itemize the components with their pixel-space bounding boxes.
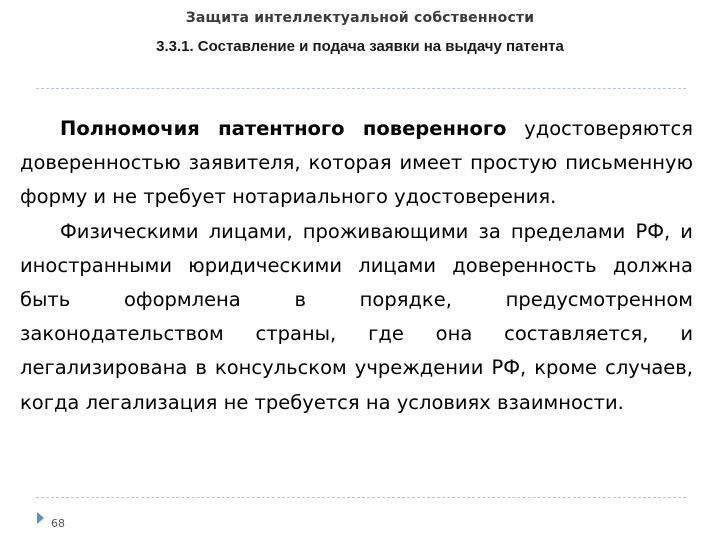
content (20, 112, 693, 420)
paragraph-1 (20, 112, 693, 215)
header-title: Защита интеллектуальной собственности (185, 10, 535, 26)
paragraph-1-text: удостоверяются доверенностью заявителя, которая имеет простую письменную форму и не требует нотариального удостоверения. (20, 117, 693, 209)
bottom-divider (36, 497, 686, 498)
top-divider (36, 88, 686, 89)
paragraph-2: Физическими лицами, проживающими за пределами РФ, и иностранными юридическими лицами доверенность должна быть оформлена в порядке, предусмотренном законодательством страны, где она составляется, и легализирована в консульском учреждении РФ, кроме случаев, когда легализация не требуется на условиях взаимности. (20, 219, 693, 414)
section-title: 3.3.1. Составление и подача заявки на выдачу патента (156, 38, 564, 55)
page-number: 68 (51, 517, 65, 530)
triangle-right-icon (37, 512, 44, 524)
paragraph-1-bold: Полномочия патентного поверенного (60, 117, 507, 140)
